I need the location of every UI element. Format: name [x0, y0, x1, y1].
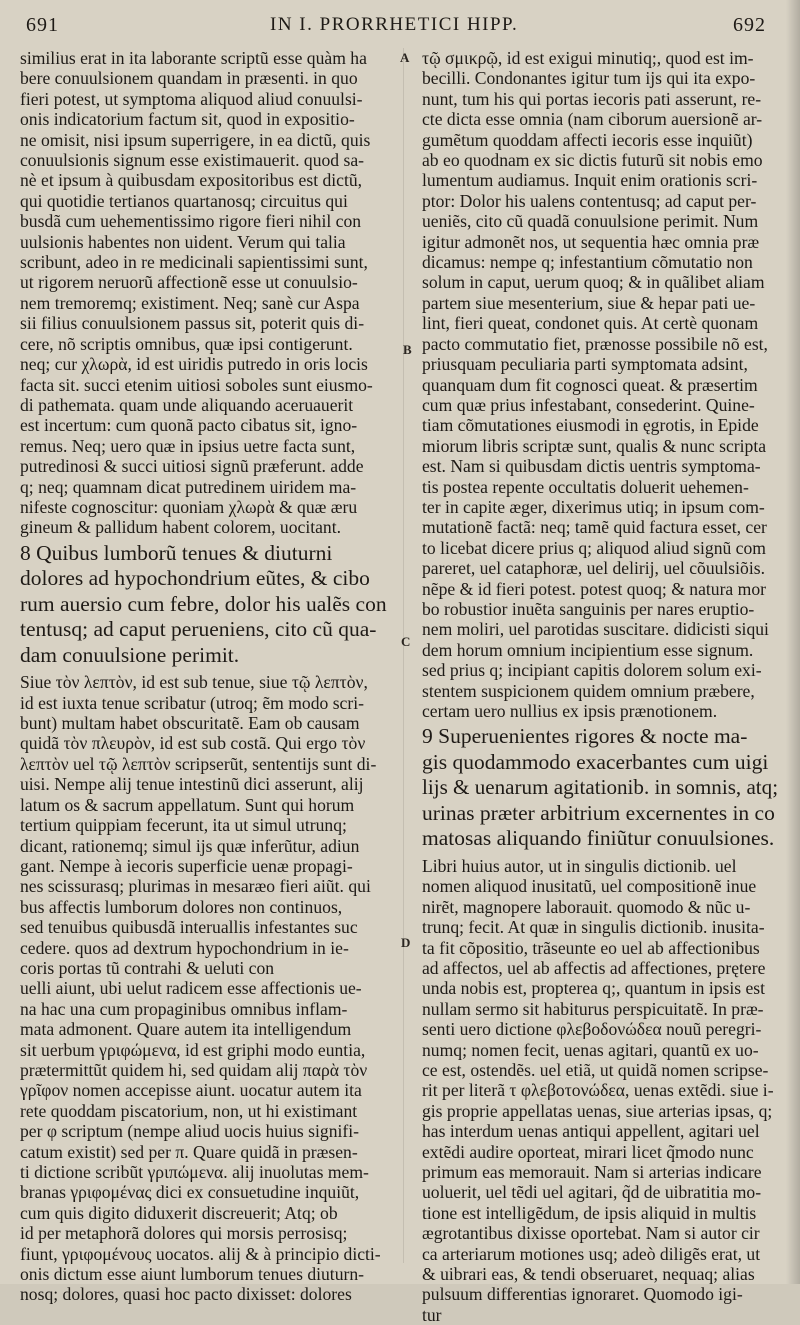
text-line: per φ scriptum (nempe aliud uocis huius signifi-	[20, 1121, 359, 1142]
page-number-right: 692	[733, 14, 766, 36]
text-line: ter in capite æger, dixerimus utiq; in ipsum com-	[422, 496, 765, 517]
text-line: nifeste cognoscitur: quoniam χλωρὰ & quæ æru	[20, 496, 358, 517]
text-line: primum eas memorauit. Nam si arterias indicare	[422, 1162, 762, 1182]
commentary-paragraph	[422, 48, 778, 721]
text-line: Siue τὸν λεπτὸν, id est sub tenue, siue τῷ λεπτὸν,	[20, 672, 368, 693]
text-line: has interdum uenas antiqui appellent, agitari uel	[422, 1121, 760, 1142]
text-line: prætermittũt quidem hi, sed quidam alij παρὰ τὸν	[20, 1059, 368, 1080]
text-line: mutationẽ factã: neq; tamẽ quid factura esset, cer	[422, 517, 767, 538]
text-line: dem horum omnium incipientium esse signum.	[422, 639, 754, 660]
text-line: gis proprie appellatas uenas, siue arterias ipsas, q;	[422, 1100, 773, 1121]
text-line: bus affectis lumborum dolores non continuos,	[20, 896, 343, 917]
text-line: dicamus: nempe q; infestantium cõmutatio non	[422, 252, 753, 273]
running-title: IN I. PRORRHETICI HIPP.	[270, 14, 519, 35]
text-line: gineum & pallidum habent colorem, uocitant.	[20, 517, 342, 538]
text-line: trunq; fecit. At quæ in singulis dictionib. inusita-	[422, 917, 765, 938]
margin-marker-c: C	[401, 634, 411, 649]
text-line: di pathemata. quam unde aliquando aceruauerit	[20, 394, 354, 415]
text-line: nunt, tum his qui portas iecoris pati asserunt, re-	[422, 88, 762, 109]
text-line: lumentum audiamus. Inquit enim orationis scri-	[422, 170, 758, 191]
text-line: putredinosi & succi uitiosi signũ præferunt. adde	[20, 456, 364, 477]
text-line: cum quæ prius infestabant, consederint. Quine-	[422, 394, 755, 415]
text-line: cedere. quos ad dextrum hypochondrium in ie-	[20, 937, 349, 958]
text-line: uoluerit, uel tẽdi uel agitari, q̃d de uibratitia mo-	[422, 1182, 762, 1203]
text-line: unda nobis est, propterea q;, quantum in ipsis est	[422, 978, 766, 999]
text-line: nullam sermo sit habiturus perspicuitatẽ. In præ-	[422, 998, 764, 1019]
text-line: facta sit. succi etenim uitiosi soboles sunt eiusmo-	[20, 374, 373, 395]
text-line: quidã τὸν πλευρὸν, id est sub costã. Qui ergo τὸν	[20, 733, 366, 754]
text-line: busdã cum uehementissimo rigore fieri nihil con	[20, 211, 362, 232]
text-line: ægrotantibus dixisse oportebat. Nam si autor cir	[422, 1223, 760, 1244]
right-column	[422, 48, 778, 1325]
text-line: tur	[422, 1304, 442, 1325]
text-line: quanquam dum fit cognosci queat. & præsertim	[422, 374, 758, 395]
text-line: ab eo quodnam ex sic dictis futurũ sit nobis emo	[422, 150, 763, 171]
text-line: Libri huius autor, ut in singulis dictionib. uel	[422, 855, 737, 876]
text-line: nem tremoremq; existiment. Neq; sanè cur Aspa	[20, 292, 360, 313]
text-line: q; neq; quamnam dicat putredinem uiridem ma-	[20, 476, 357, 497]
text-line: ut rigorem neruorũ affectionẽ esse ut conuulsio-	[20, 272, 358, 293]
page-edge-shadow	[786, 0, 800, 1284]
aphorism-8-lemma	[20, 541, 392, 669]
text-line: similius erat in ita laborante scriptũ esse quàm ha	[20, 48, 367, 68]
page-number-left: 691	[26, 14, 59, 36]
text-line: priusquam peculiaria parti symptomata adsint,	[422, 354, 748, 375]
text-line: rete quoddam piscatorium, non, ut hi existimant	[20, 1100, 358, 1121]
text-line: cere, nõ scriptis omnibus, quæ ipsi contigerunt.	[20, 333, 353, 354]
text-line: mata admonent. Quare autem ita intelligendum	[20, 1019, 352, 1040]
text-line: scribunt, adeo in re medicinali sapientissimi sunt,	[20, 252, 368, 273]
commentary-paragraph	[20, 672, 392, 1305]
text-line: ueniẽs, cito cũ quadã conuulsione perimit. Num	[422, 211, 759, 232]
text-line: gumẽtum quoddam affecti iecoris esse inquiũt)	[422, 129, 753, 150]
margin-marker-a: A	[400, 50, 410, 65]
running-header	[0, 14, 800, 42]
text-line: est incertum: cum quonã pacto cibatus sit, igno-	[20, 415, 358, 436]
text-line: nomen aliquod inusitatũ, uel compositionẽ inue	[422, 876, 757, 897]
text-line: cum quis digito diduxerit discreuerit; Atq; ob	[20, 1202, 338, 1223]
text-line: numq; nomen fecit, uenas agitari, quantũ ex uo-	[422, 1039, 759, 1060]
text-line: rum auersio cum febre, dolor his ualẽs con	[20, 591, 387, 616]
text-line: nosq; dolores, quasi hoc pacto dixisset: dolores	[20, 1284, 352, 1305]
text-line: ta fit cõpositio, trãseunte eo uel ab affectionibus	[422, 937, 760, 958]
text-line: lint, fieri queat, condonet quis. At certè quonam	[422, 313, 759, 334]
text-line: becilli. Condonantes igitur tum ijs qui ita expo-	[422, 68, 756, 89]
text-line: nẽpe & id fieri potest. potest quoq; & natura mor	[422, 578, 766, 599]
text-line: onis dictum esse aiunt lumborum tenues diuturn-	[20, 1264, 365, 1285]
text-line: nirẽt, magnopere laborauit. quomodo & nũc u-	[422, 896, 751, 917]
text-line: 9 Superuenientes rigores & nocte ma-	[422, 724, 748, 749]
text-line: nes scissurasq; plurimas in mesaræo fieri aiũt. qui	[20, 876, 371, 897]
text-line: dolores ad hypochondrium eũtes, & cibo	[20, 566, 370, 591]
text-line: partem siue mesenterium, siue & hepar pati ue-	[422, 292, 756, 313]
text-line: γρῖφον nomen accepisse aiunt. uocatur autem ita	[20, 1080, 362, 1101]
text-line: ptor: Dolor his ualens contentusq; ad caput per-	[422, 190, 757, 211]
text-line: remus. Neq; uero quæ in ipsius uetre facta sunt,	[20, 435, 356, 456]
text-line: senti uero dictione φλεβοδονώδεα nouũ peregri-	[422, 1019, 762, 1040]
text-line: tertium quippiam fecerunt, ita ut simul utrunq;	[20, 815, 347, 836]
text-line: ad affectos, uel ab affectis ad affectiones, prętere	[422, 957, 766, 978]
text-line: bunt) multam habet obscuritatẽ. Eam ob causam	[20, 713, 360, 734]
text-line: conuulsionis signum esse existimauerit. quod sa-	[20, 150, 365, 171]
commentary-paragraph	[422, 856, 778, 1325]
text-line: tis postea repente occultatis doluerit uehemen-	[422, 476, 749, 497]
aphorism-9-lemma	[422, 724, 778, 852]
text-line: cte dicta esse omnia (nam ciborum auersionẽ ar-	[422, 109, 763, 130]
text-line: ti dictione scribũt γριπώμενα. alij inuolutas mem-	[20, 1162, 369, 1182]
text-line: catum existit) sed per π. Quare quidã in præsen-	[20, 1141, 358, 1162]
text-line: na hac una cum propaginibus omnibus inflam-	[20, 998, 348, 1019]
text-line: urinas præter arbitrium excernentes in co	[422, 800, 775, 825]
text-line: τῷ σμικρῷ, id est exigui minutiq;, quod est im-	[422, 48, 754, 68]
text-line: uisi. Nempe alij tenue intestinũ dici asserunt, alij	[20, 774, 364, 795]
text-line: coris portas tũ contrahi & ueluti con	[20, 957, 275, 978]
text-line: ce est, ostendẽs. uel etiã, ut quidã nomen scripse-	[422, 1059, 769, 1080]
text-line: sed tenuibus quibusdã interuallis infestantes suc	[20, 917, 358, 938]
text-line: nem moliri, uel parotidas suscitare. didicisti siqui	[422, 619, 769, 640]
text-line: latum os & sacrum appellatum. Sunt qui horum	[20, 794, 355, 815]
text-line: to licebat dicere prius q; aliquod aliud signũ com	[422, 537, 766, 558]
text-line: λεπτὸν uel τῷ λεπτὸν scripserũt, sententijs sunt di-	[20, 753, 377, 774]
text-line: tione est intelligẽdum, de ipsis aliquid in multis	[422, 1202, 757, 1223]
text-line: branas γριφομένας dici ex consuetudine inquiũt,	[20, 1182, 360, 1203]
text-line: ne omisit, nisi ipsum superrigere, in ea dictũ, quis	[20, 129, 371, 150]
text-line: onis indicatorium factum sit, quod in expositio-	[20, 109, 355, 130]
text-line: nè et ipsum à quibusdam expositoribus est dictũ,	[20, 170, 363, 191]
text-line: bo robustior inuẽta sanguinis per nares eruptio-	[422, 598, 755, 619]
text-line: sit uerbum γριφώμενα, id est griphi modo euntia,	[20, 1039, 366, 1060]
text-line: neq; cur χλωρὰ, id est uiridis putredo in oris locis	[20, 354, 368, 375]
text-line: solum in caput, uerum quoq; & in quãlibet aliam	[422, 272, 765, 293]
commentary-paragraph	[20, 48, 392, 538]
text-line: dam conuulsione perimit.	[20, 642, 240, 667]
text-line: pulsuum differentias ignoraret. Quomodo igi-	[422, 1284, 743, 1305]
column-gutter	[403, 48, 404, 1263]
text-line: dicant, rationemq; simul ijs quæ inferũtur, adiun	[20, 835, 360, 856]
text-line: bere conuulsionem quandam in præsenti. in quo	[20, 68, 358, 89]
text-line: gis quodammodo exacerbantes cum uigi	[422, 749, 769, 774]
text-line: lijs & uenarum agitationib. in somnis, atq;	[422, 775, 778, 800]
text-line: id per metaphorã dolores qui morsis perrosisq;	[20, 1223, 348, 1244]
text-line: 8 Quibus lumborũ tenues & diuturni	[20, 540, 333, 565]
text-line: tentusq; ad caput perueniens, cito cũ qua-	[20, 617, 377, 642]
text-line: pacto commutatio fiet, prænosse possibile nõ est,	[422, 333, 768, 354]
text-line: uelli aiunt, ubi uelut radicem esse affectionis ue-	[20, 978, 362, 999]
text-line: gant. Nempe à iecoris superficie uenæ propagi-	[20, 855, 353, 876]
text-line: matosas aliquando finiũtur conuulsiones.	[422, 826, 775, 851]
left-column	[20, 48, 392, 1305]
text-line: igitur admonẽt nos, ut sequentia hæc omnia præ	[422, 231, 760, 252]
text-line: sii filius conuulsionem passus sit, poterit quis di-	[20, 313, 365, 334]
text-line: extẽdi audire oporteat, mirari licet q̃modo nunc	[422, 1141, 754, 1162]
text-line: stentem suspicionem quidem omnium præbere,	[422, 680, 755, 701]
text-line: qui quotidie tertianos quartanosq; circuitus qui	[20, 190, 348, 211]
text-line: & uibrari eas, & tendi obseruaret, nequaq; alias	[422, 1264, 755, 1285]
text-line: est. Nam si quibusdam dictis uentris symptoma-	[422, 456, 761, 477]
text-line: sed prius q; incipiant capitis dolorem solum exi-	[422, 660, 762, 681]
text-line: pareret, uel cataphoræ, uel delirij, uel cõuulsiõis.	[422, 558, 765, 579]
text-line: ca arteriarum motiones usq; adeò diligẽs erat, ut	[422, 1243, 761, 1264]
text-line: miorum libris scriptæ sunt, qualis & nunc scripta	[422, 435, 767, 456]
text-line: rit per literã τ φλεβοτονώδεα, uenas extẽdi. siue i-	[422, 1080, 774, 1101]
text-line: certam uero nullius ex ipsis prænotionem.	[422, 701, 718, 721]
text-line: fieri potest, ut symptoma aliquod aliud conuulsi-	[20, 88, 363, 109]
text-line: id est iuxta tenue scribatur (utroq; ẽm modo scri-	[20, 692, 364, 713]
text-line: tiam cõmutationes eiusmodi in ęgrotis, in Epide	[422, 415, 759, 436]
margin-marker-b: B	[403, 342, 412, 357]
margin-marker-d: D	[401, 935, 411, 950]
text-line: fiunt, γριφομένους uocatos. alij & à principio dicti-	[20, 1243, 381, 1264]
text-line: uulsionis habentes non uident. Verum qui talia	[20, 231, 346, 252]
